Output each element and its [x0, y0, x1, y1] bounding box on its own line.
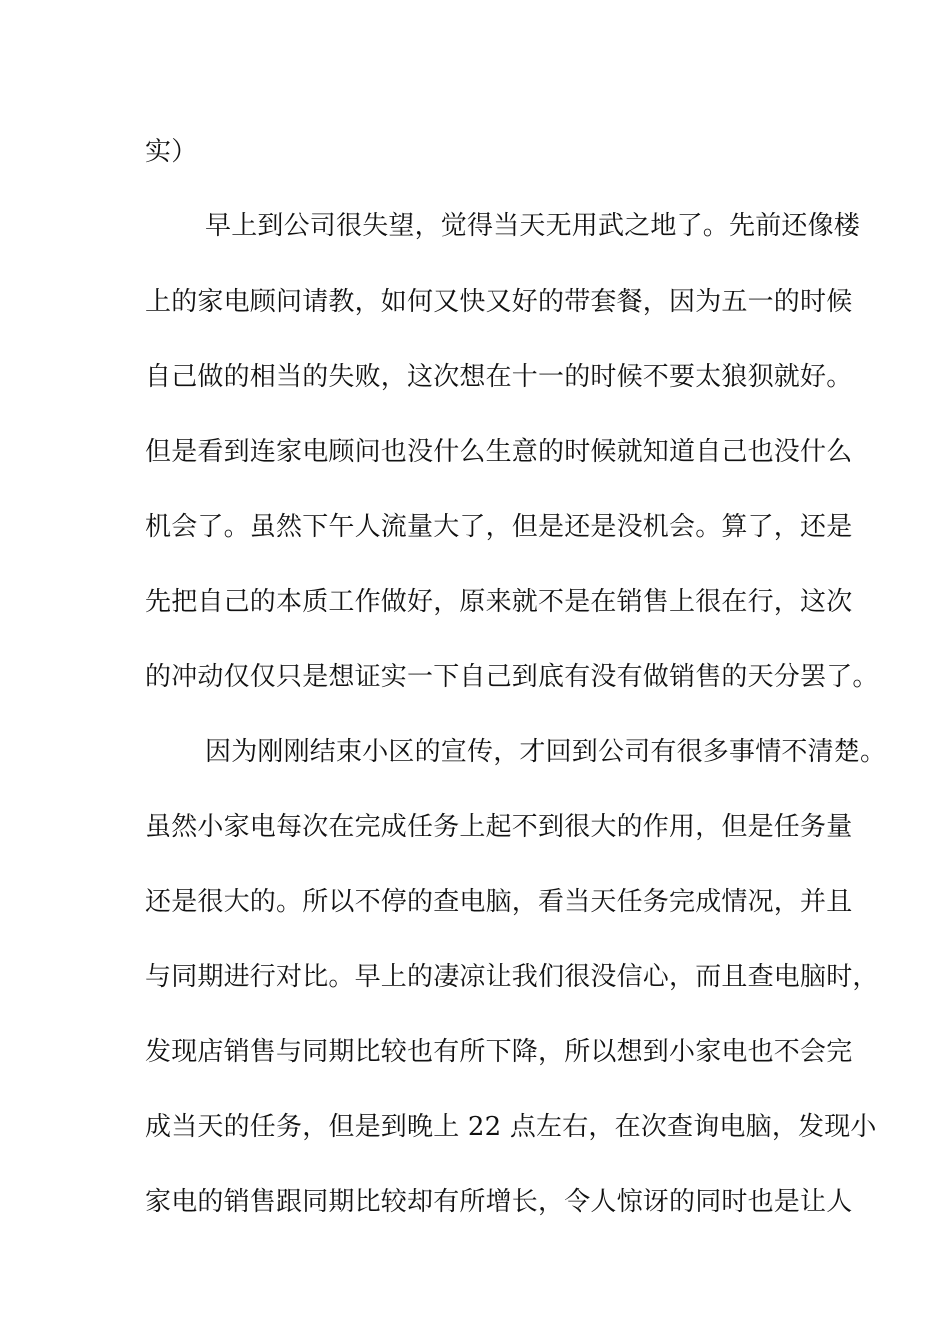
paragraph-1-line-5: 机会了。虽然下午人流量大了，但是还是没机会。算了，还是 [145, 512, 853, 542]
paragraph-2-line-3: 还是很大的。所以不停的查电脑，看当天任务完成情况，并且 [145, 887, 853, 917]
paragraph-1-line-7: 的冲动仅仅只是想证实一下自己到底有没有做销售的天分罢了。 [145, 662, 879, 692]
paragraph-1-line-6: 先把自己的本质工作做好，原来就不是在销售上很在行，这次 [145, 587, 853, 617]
paragraph-2-line-5: 发现店销售与同期比较也有所下降，所以想到小家电也不会完 [145, 1037, 853, 1067]
text-line-1: 实） [145, 137, 198, 167]
paragraph-1-line-3: 自己做的相当的失败，这次想在十一的时候不要太狼狈就好。 [145, 362, 853, 392]
paragraph-2-line-2: 虽然小家电每次在完成任务上起不到很大的作用，但是任务量 [145, 812, 853, 842]
paragraph-1-line-2: 上的家电顾问请教，如何又快又好的带套餐，因为五一的时候 [145, 287, 853, 317]
paragraph-2-line-7: 家电的销售跟同期比较却有所增长，令人惊讶的同时也是让人 [145, 1187, 853, 1217]
paragraph-2-line-6: 成当天的任务，但是到晚上 22 点左右，在次查询电脑，发现小 [145, 1112, 877, 1142]
paragraph-2-line-4: 与同期进行对比。早上的凄凉让我们很没信心，而且查电脑时， [145, 962, 879, 992]
paragraph-1-line-4: 但是看到连家电顾问也没什么生意的时候就知道自己也没什么 [145, 437, 853, 467]
paragraph-2-line-1: 因为刚刚结束小区的宣传，才回到公司有很多事情不清楚。 [205, 737, 887, 767]
paragraph-1-line-1: 早上到公司很失望，觉得当天无用武之地了。先前还像楼 [205, 211, 861, 241]
